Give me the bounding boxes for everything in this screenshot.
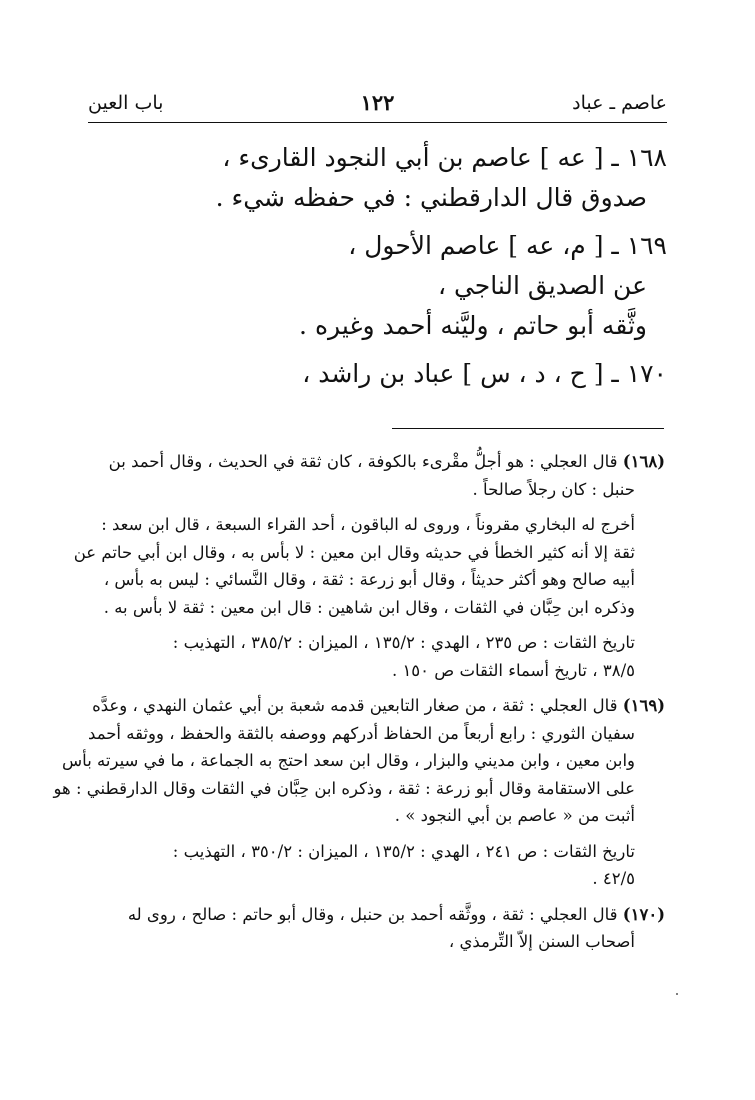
footnote-169 (53, 692, 665, 830)
footnote-divider (392, 428, 664, 429)
footnote-line: قال العجلي : ثقة ، ووثَّقه أحمد بن حنبل ، وقال أبو حاتم : صالح ، روى له (127, 904, 618, 924)
footnote-line: سفيان الثوري : رابع أربعاً من الحفاظ أدركهم ووصفه بالثقة والحفظ ، ووثقه أحمد (88, 723, 635, 743)
footnote-170 (84, 901, 665, 956)
header-divider (88, 122, 667, 123)
entry-line: وثَّقه أبو حاتم ، وليَّنه أحمد وغيره . (299, 311, 647, 340)
footnote-line: ٤٢/٥ . (592, 869, 635, 888)
page-number: ١٢٢ (360, 90, 395, 115)
entry-line: ١٧٠ ـ [ ح ، د ، س ] عباد بن راشد ، (302, 359, 667, 388)
footnotes (53, 448, 665, 964)
entry-line: ١٦٨ ـ [ عه ] عاصم بن أبي النجود القارىء ، (222, 143, 667, 172)
footnote-line: وابن معين ، وابن مديني والبزار ، وقال ابن سعد احتج به الجماعة ، ما في سيرته بأس (62, 751, 635, 770)
footnote-line: أصحاب السنن إلاّ التِّرمذي ، (448, 932, 635, 951)
header-chapter-title: باب العين (88, 92, 164, 114)
footnote-number: (١٦٨) (622, 452, 665, 471)
footnote-line: تاريخ الثقات : ص ٢٣٥ ، الهدي : ١٣٥/٢ ، الميزان : ٣٨٥/٢ ، التهذيب : (172, 633, 635, 652)
entry-line: صدوق قال الدارقطني : في حفظه شيء . (215, 183, 647, 212)
footnote-line: تاريخ الثقات : ص ٢٤١ ، الهدي : ١٣٥/٢ ، الميزان : ٣٥٠/٢ ، التهذيب : (172, 841, 635, 861)
entry-169 (88, 226, 667, 346)
page-speck (676, 993, 678, 995)
footnote-line: ٣٨/٥ ، تاريخ أسماء الثقات ص ١٥٠ . (391, 660, 635, 680)
entry-170 (88, 354, 667, 394)
footnote-line: على الاستقامة وقال أبو زرعة : ثقة ، وذكره ابن حِبَّان في الثقات وقال الدارقطني : هو (53, 778, 635, 798)
footnote-169-references (84, 838, 665, 893)
footnote-line: أثبت من « عاصم بن أبي النجود » . (394, 806, 635, 825)
footnote-line: ثقة إلا أنه كثير الخطأ في حديثه وقال ابن معين : لا بأس به ، وقال ابن أبي حاتم عن (73, 542, 635, 562)
footnote-line: وذكره ابن حِبَّان في الثقات ، وقال ابن شاهين : قال ابن معين : ثقة لا بأس به . (103, 597, 635, 617)
footnote-line: قال العجلي : هو أجلُّ مقْرىء بالكوفة ، كان ثقة في الحديث ، وقال أحمد بن (108, 452, 618, 471)
main-entries (88, 138, 667, 402)
footnote-line: حنبل : كان رجلاً صالحاً . (472, 479, 635, 499)
footnote-168-continued (73, 511, 665, 621)
footnote-168-references (84, 629, 665, 684)
entry-line: ١٦٩ ـ [ م، عه ] عاصم الأحول ، (348, 231, 667, 260)
footnote-168 (84, 448, 665, 503)
footnote-number: (١٦٩) (622, 696, 665, 715)
footnote-line: أخرج له البخاري مقروناً ، وروى له الباقون ، أحد القراء السبعة ، قال ابن سعد : (101, 515, 635, 534)
footnote-line: قال العجلي : ثقة ، من صغار التابعين قدمه شعبة بن أبي عثمان النهدي ، وعدَّه (92, 696, 618, 715)
header-section-title: عاصم ـ عباد (572, 92, 667, 114)
footnote-number: (١٧٠) (622, 904, 665, 924)
entry-line: عن الصديق الناجي ، (437, 271, 647, 300)
footnote-line: أبيه صالح وهو أكثر حديثاً ، وقال أبو زرعة : ثقة ، وقال النَّسائي : ليس به بأس ، (103, 570, 635, 589)
running-header (88, 86, 667, 120)
entry-168 (88, 138, 667, 218)
